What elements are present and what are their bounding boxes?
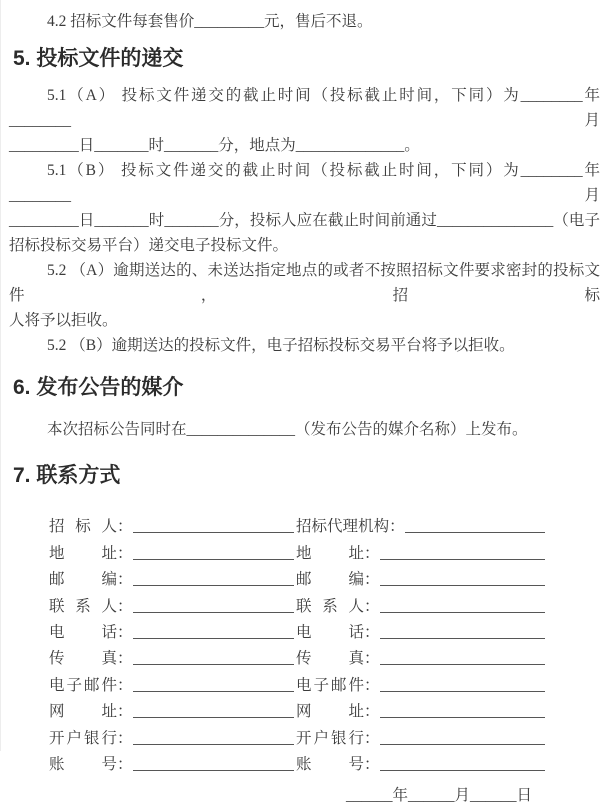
contact-colon-right: ： (364, 623, 380, 641)
contact-label-right: 网 址 (296, 703, 364, 721)
blank-line-right (380, 612, 545, 613)
contact-right-column (296, 516, 545, 538)
contact-colon-right: ： (364, 755, 380, 773)
contact-label-right: 账 号 (296, 755, 364, 773)
blank-line-left (133, 585, 294, 586)
contact-rows (1, 512, 608, 776)
section-6-title: 6. 发布公告的媒介 (13, 376, 184, 399)
contact-row (1, 670, 608, 696)
contact-left-column (49, 596, 294, 618)
contact-colon-left: ： (117, 676, 133, 694)
section-5 (1, 46, 608, 358)
contact-label-right: 传 真 (296, 650, 364, 668)
blank-line-left (133, 770, 294, 771)
contact-colon-right: ： (364, 650, 380, 668)
contact-colon-left: ： (117, 544, 133, 562)
contact-row (1, 697, 608, 723)
contact-colon-right: ： (364, 729, 380, 747)
contact-left-column (49, 701, 294, 723)
contact-label-left: 网 址 (49, 703, 117, 721)
contact-label-left: 开 户 银 行 (49, 729, 117, 747)
contact-left-column (49, 728, 294, 750)
contact-label-right: 电 子 邮 件 (296, 676, 364, 694)
para-5.1b-line2: _________日_______时_______分，投标人应在截止时间前通过_______________（电子 (9, 212, 600, 229)
contact-row (1, 723, 608, 749)
contact-right-column (296, 675, 545, 697)
blank-line-right (380, 638, 545, 639)
contact-colon-right: ： (364, 571, 380, 589)
contact-colon-right: ： (364, 676, 380, 694)
contact-row (1, 644, 608, 670)
contact-colon-right: ： (364, 597, 380, 615)
blank-line-left (133, 638, 294, 639)
section-6 (1, 375, 608, 442)
contact-colon-right: ： (389, 518, 405, 536)
blank-line-right (380, 559, 545, 560)
para-5.2b: 5.2 （B）逾期送达的投标文件，电子招标投标交易平台将予以拒收。 (47, 337, 515, 354)
contact-right-column (296, 754, 545, 776)
contact-colon-left: ： (117, 571, 133, 589)
contact-left-column (49, 543, 294, 565)
contact-label-left: 传 真 (49, 650, 117, 668)
contact-right-column (296, 596, 545, 618)
contact-label-left: 账 号 (49, 755, 117, 773)
para-5.2a-line2: 人将予以拒收。 (9, 312, 118, 329)
contact-left-column (49, 516, 294, 538)
contact-label-left: 电 话 (49, 623, 117, 641)
contact-right-column (296, 543, 545, 565)
blank-line-right (380, 770, 545, 771)
contact-left-column (49, 675, 294, 697)
contact-colon-left: ： (117, 623, 133, 641)
para-5.1a-line1: 5.1（A） 投标文件递交的截止时间（投标截止时间，下同）为________年________月 (9, 87, 600, 129)
section-7 (1, 463, 608, 776)
contact-left-column (49, 648, 294, 670)
contact-label-right: 邮 编 (296, 571, 364, 589)
blank-line-left (133, 691, 294, 692)
contact-label-right: 招 标 代 理 机 构 (296, 518, 390, 536)
contact-row (1, 618, 608, 644)
contact-colon-left: ： (117, 518, 133, 536)
blank-line-right (380, 717, 545, 718)
blank-line-left (133, 744, 294, 745)
contact-colon-left: ： (117, 729, 133, 747)
blank-line-right (380, 664, 545, 665)
blank-line-left (133, 664, 294, 665)
contact-colon-left: ： (117, 755, 133, 773)
blank-line-left (133, 612, 294, 613)
contact-label-right: 地 址 (296, 544, 364, 562)
contact-row (1, 538, 608, 564)
contact-label-left: 电 子 邮 件 (49, 676, 117, 694)
blank-line-right (380, 691, 545, 692)
contact-right-column (296, 701, 545, 723)
contact-row (1, 750, 608, 776)
blank-line-left (133, 717, 294, 718)
para-5.1b-line3: 招标投标交易平台）递交电子投标文件。 (9, 237, 289, 254)
contact-left-column (49, 622, 294, 644)
para-5.2a-line1: 5.2 （A）逾期送达的、未送达指定地点的或者不按照招标文件要求密封的投标文件，招标 (9, 262, 600, 304)
contact-row (1, 591, 608, 617)
contact-right-column (296, 648, 545, 670)
contact-colon-right: ： (364, 703, 380, 721)
contact-row (1, 512, 608, 538)
date-line: ______年______月______日 (345, 786, 532, 804)
section-5-title: 5. 投标文件的递交 (13, 47, 184, 70)
blank-line-right (380, 585, 545, 586)
contact-colon-right: ： (364, 544, 380, 562)
contact-colon-left: ： (117, 650, 133, 668)
blank-line-right (405, 532, 545, 533)
contact-label-right: 电 话 (296, 623, 364, 641)
blank-line-right (380, 744, 545, 745)
para-4.2: 4.2 招标文件每套售价_________元，售后不退。 (47, 13, 373, 30)
contact-left-column (49, 754, 294, 776)
contact-label-left: 招 标 人 (49, 518, 117, 536)
contact-colon-left: ： (117, 597, 133, 615)
contact-right-column (296, 728, 545, 750)
contact-label-right: 开 户 银 行 (296, 729, 364, 747)
para-5.1a-line2: _________日_______时_______分，地点为______________。 (9, 137, 420, 154)
para-5.1b-line1: 5.1（B） 投标文件递交的截止时间（投标截止时间，下同）为________年________月 (9, 162, 600, 204)
section-7-title: 7. 联系方式 (13, 464, 121, 487)
contact-label-left: 联 系 人 (49, 597, 117, 615)
para-6: 本次招标公告同时在______________（发布公告的媒介名称）上发布。 (47, 421, 528, 438)
contact-left-column (49, 569, 294, 591)
contact-label-right: 联 系 人 (296, 597, 364, 615)
contact-label-left: 地 址 (49, 544, 117, 562)
blank-line-left (133, 532, 294, 533)
contact-right-column (296, 569, 545, 591)
contact-right-column (296, 622, 545, 644)
contact-colon-left: ： (117, 703, 133, 721)
contact-label-left: 邮 编 (49, 571, 117, 589)
blank-line-left (133, 559, 294, 560)
contact-row (1, 565, 608, 591)
